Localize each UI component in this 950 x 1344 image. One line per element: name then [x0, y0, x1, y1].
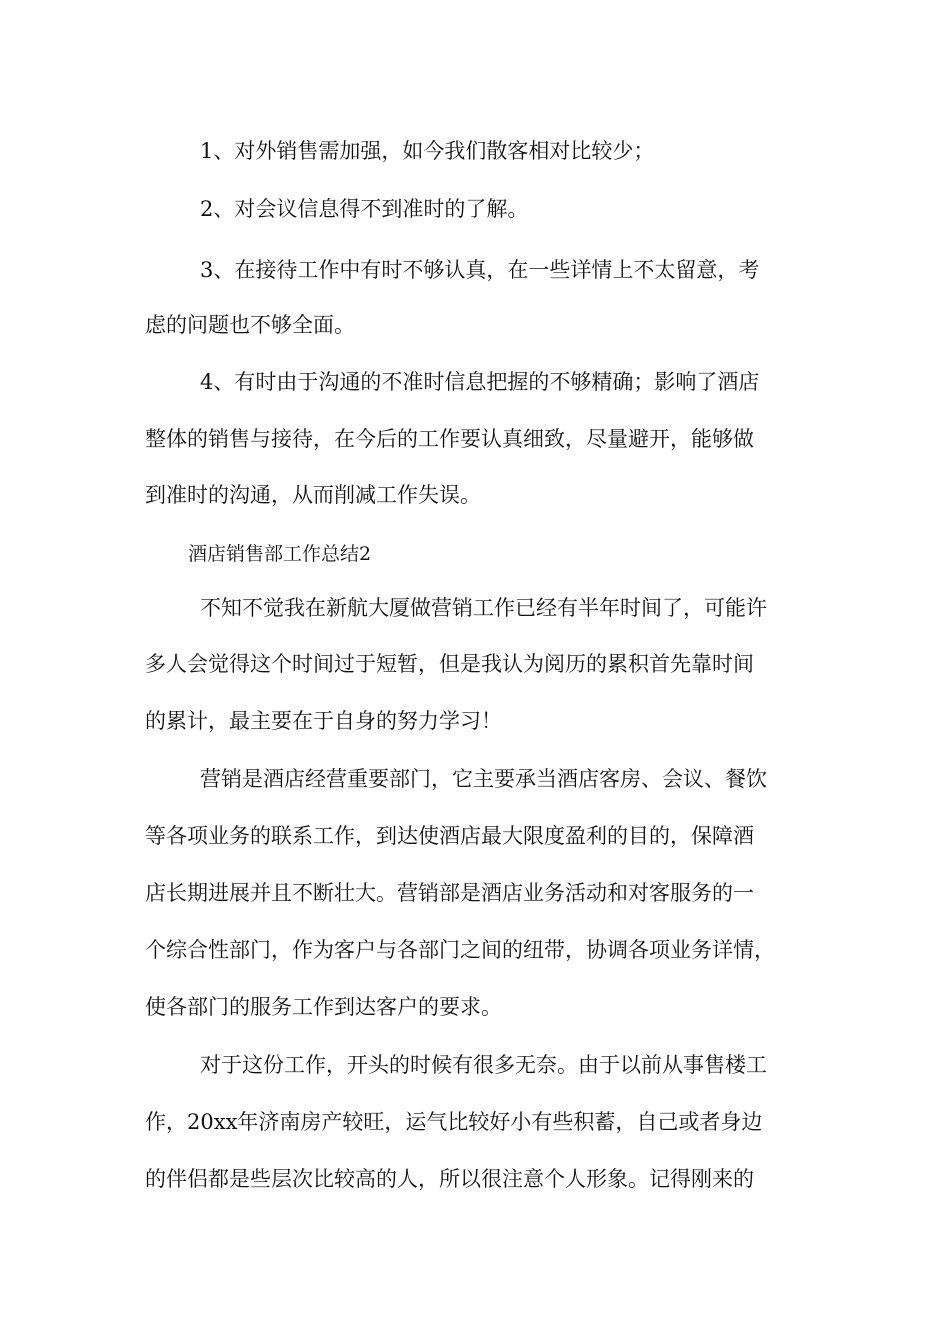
paragraph-1-line-1: 不知不觉我在新航大厦做营销工作已经有半年时间了，可能许 — [200, 596, 767, 620]
item-2-line-1: 2、对会议信息得不到准时的了解。 — [200, 197, 529, 221]
paragraph-2-line-5: 使各部门的服务工作到达客户的要求。 — [145, 995, 502, 1019]
paragraph-3-line-3: 的伴侣都是些层次比较高的人，所以很注意个人形象。记得刚来的 — [145, 1167, 754, 1191]
paragraph-3-line-2: 作，20xx年济南房产较旺，运气比较好小有些积蓄，自己或者身边 — [145, 1110, 763, 1134]
item-4-line-3: 到准时的沟通，从而削减工作失误。 — [145, 483, 481, 507]
section-title: 酒店销售部工作总结2 — [188, 543, 372, 565]
paragraph-1-line-3: 的累计，最主要在于自身的努力学习！ — [145, 709, 502, 733]
paragraph-2-line-4: 个综合性部门，作为客户与各部门之间的纽带，协调各项业务详情， — [145, 938, 775, 962]
paragraph-1-line-2: 多人会觉得这个时间过于短暂，但是我认为阅历的累积首先靠时间 — [145, 652, 754, 676]
item-4-line-2: 整体的销售与接待，在今后的工作要认真细致，尽量避开，能够做 — [145, 427, 754, 451]
item-3-line-2: 虑的问题也不够全面。 — [145, 313, 355, 337]
paragraph-3-line-1: 对于这份工作，开头的时候有很多无奈。由于以前从事售楼工 — [200, 1053, 767, 1077]
paragraph-2-line-3: 店长期进展并且不断壮大。营销部是酒店业务活动和对客服务的一 — [145, 881, 754, 905]
item-4-line-1: 4、有时由于沟通的不准时信息把握的不够精确；影响了酒店 — [200, 370, 760, 394]
item-1-line-1: 1、对外销售需加强，如今我们散客相对比较少； — [200, 139, 655, 163]
item-3-line-1: 3、在接待工作中有时不够认真，在一些详情上不太留意，考 — [200, 258, 760, 282]
paragraph-2-line-1: 营销是酒店经营重要部门，它主要承当酒店客房、会议、餐饮 — [200, 767, 767, 791]
paragraph-2-line-2: 等各项业务的联系工作，到达使酒店最大限度盈利的目的，保障酒 — [145, 824, 754, 848]
